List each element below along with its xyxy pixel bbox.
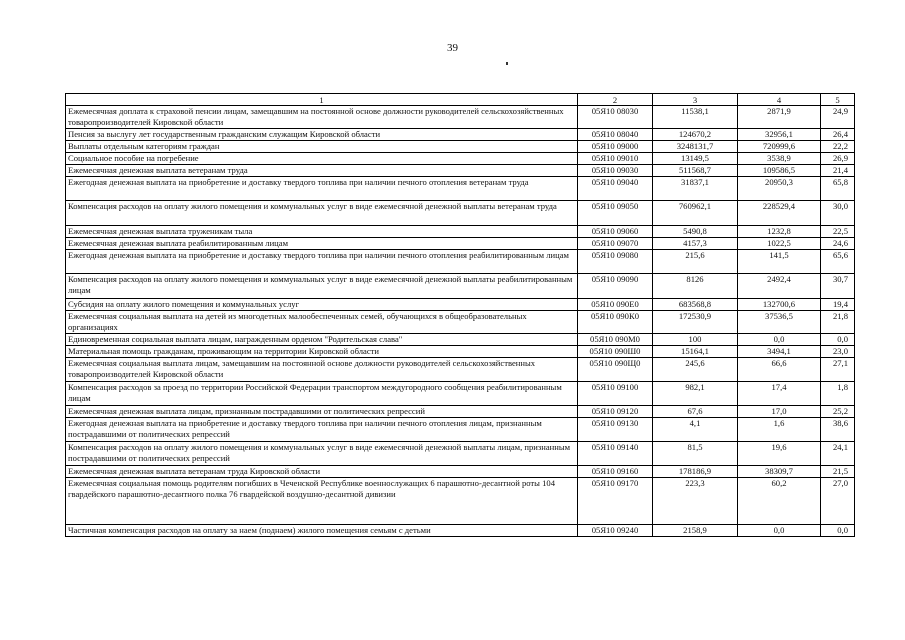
row-code: 05Я10 090М0 <box>578 334 653 346</box>
row-percent: 0,0 <box>821 525 855 537</box>
row-code: 05Я10 09030 <box>578 165 653 177</box>
row-plan: 172530,9 <box>653 311 738 334</box>
row-percent: 25,2 <box>821 406 855 418</box>
row-code: 05Я10 090К0 <box>578 311 653 334</box>
scan-speck <box>506 62 508 65</box>
table-body <box>66 106 855 537</box>
row-actual: 132700,6 <box>738 299 821 311</box>
row-actual: 141,5 <box>738 250 821 274</box>
row-code: 05Я10 09120 <box>578 406 653 418</box>
row-percent: 24,9 <box>821 106 855 129</box>
row-actual: 228529,4 <box>738 201 821 226</box>
row-name: Частичная компенсация расходов на оплату за наем (поднаем) жилого помещения семьям с детьми <box>66 525 578 537</box>
row-code: 05Я10 09140 <box>578 442 653 466</box>
row-name: Ежегодная денежная выплата на приобретение и доставку твердого топлива при наличии печного отопления лицам, признанным пострадавшими от политических репрессий <box>66 418 578 442</box>
row-actual: 2492,4 <box>738 274 821 299</box>
row-plan: 245,6 <box>653 358 738 382</box>
header-col-5: 5 <box>821 94 855 106</box>
row-code: 05Я10 09090 <box>578 274 653 299</box>
row-plan: 124670,2 <box>653 129 738 141</box>
row-actual: 2871,9 <box>738 106 821 129</box>
table-row <box>66 382 855 406</box>
page-number: 39 <box>447 42 458 54</box>
table-row <box>66 238 855 250</box>
row-code: 05Я10 090Ш0 <box>578 346 653 358</box>
row-name: Ежемесячная доплата к страховой пенсии лицам, замещавшим на постоянной основе должности руководителей сельскохозяйственных товаропроизводителей Кировской области <box>66 106 578 129</box>
row-actual: 1,6 <box>738 418 821 442</box>
row-code: 05Я10 090Щ0 <box>578 358 653 382</box>
row-percent: 38,6 <box>821 418 855 442</box>
row-code: 05Я10 09060 <box>578 226 653 238</box>
row-percent: 26,9 <box>821 153 855 165</box>
row-plan: 4157,3 <box>653 238 738 250</box>
row-actual: 32956,1 <box>738 129 821 141</box>
row-percent: 27,1 <box>821 358 855 382</box>
row-actual: 3494,1 <box>738 346 821 358</box>
row-name: Материальная помощь гражданам, проживающим на территории Кировской области <box>66 346 578 358</box>
table-row <box>66 141 855 153</box>
row-code: 05Я10 09050 <box>578 201 653 226</box>
row-actual: 1022,5 <box>738 238 821 250</box>
row-actual: 720999,6 <box>738 141 821 153</box>
row-name: Ежемесячная социальная выплата лицам, замещавшим на постоянной основе должности руководителей сельскохозяйственных товаропроизводителей Кировской области <box>66 358 578 382</box>
table-row <box>66 106 855 129</box>
row-plan: 4,1 <box>653 418 738 442</box>
header-col-4: 4 <box>738 94 821 106</box>
row-actual: 66,6 <box>738 358 821 382</box>
row-code: 05Я10 09010 <box>578 153 653 165</box>
row-plan: 223,3 <box>653 478 738 525</box>
table-row <box>66 129 855 141</box>
table-row <box>66 274 855 299</box>
row-actual: 17,0 <box>738 406 821 418</box>
row-percent: 24,1 <box>821 442 855 466</box>
row-percent: 65,6 <box>821 250 855 274</box>
row-name: Компенсация расходов на оплату жилого помещения и коммунальных услуг в виде ежемесячной денежной выплаты реабилитированным лицам <box>66 274 578 299</box>
header-col-1: 1 <box>66 94 578 106</box>
row-plan: 81,5 <box>653 442 738 466</box>
row-actual: 60,2 <box>738 478 821 525</box>
row-name: Ежегодная денежная выплата на приобретение и доставку твердого топлива при наличии печного отопления реабилитированным лицам <box>66 250 578 274</box>
row-code: 05Я10 09240 <box>578 525 653 537</box>
row-plan: 15164,1 <box>653 346 738 358</box>
row-plan: 67,6 <box>653 406 738 418</box>
row-code: 05Я10 09080 <box>578 250 653 274</box>
row-name: Пенсия за выслугу лет государственным гражданским служащим Кировской области <box>66 129 578 141</box>
table-row <box>66 442 855 466</box>
budget-table <box>65 93 855 537</box>
row-name: Компенсация расходов за проезд по территории Российской Федерации транспортом междугородного сообщения реабилитированным лицам <box>66 382 578 406</box>
row-percent: 22,2 <box>821 141 855 153</box>
row-percent: 22,5 <box>821 226 855 238</box>
row-percent: 21,8 <box>821 311 855 334</box>
row-name: Выплаты отдельным категориям граждан <box>66 141 578 153</box>
row-code: 05Я10 09040 <box>578 177 653 201</box>
table-row <box>66 358 855 382</box>
row-name: Ежегодная денежная выплата на приобретение и доставку твердого топлива при наличии печного отопления ветеранам труда <box>66 177 578 201</box>
row-name: Ежемесячная денежная выплата реабилитированным лицам <box>66 238 578 250</box>
row-percent: 23,0 <box>821 346 855 358</box>
row-plan: 215,6 <box>653 250 738 274</box>
row-actual: 37536,5 <box>738 311 821 334</box>
table-row <box>66 250 855 274</box>
table-row <box>66 466 855 478</box>
header-col-3: 3 <box>653 94 738 106</box>
row-code: 05Я10 09170 <box>578 478 653 525</box>
row-actual: 3538,9 <box>738 153 821 165</box>
table-row <box>66 525 855 537</box>
row-percent: 0,0 <box>821 334 855 346</box>
row-plan: 8126 <box>653 274 738 299</box>
row-plan: 100 <box>653 334 738 346</box>
row-plan: 982,1 <box>653 382 738 406</box>
row-actual: 38309,7 <box>738 466 821 478</box>
table-row <box>66 226 855 238</box>
row-plan: 3248131,7 <box>653 141 738 153</box>
row-code: 05Я10 09000 <box>578 141 653 153</box>
row-percent: 21,5 <box>821 466 855 478</box>
row-percent: 26,4 <box>821 129 855 141</box>
table-row <box>66 311 855 334</box>
table-row <box>66 478 855 525</box>
row-actual: 0,0 <box>738 525 821 537</box>
row-code: 05Я10 09070 <box>578 238 653 250</box>
row-name: Компенсация расходов на оплату жилого помещения и коммунальных услуг в виде ежемесячной денежной выплаты лицам, признанным пострадавшими от политических репрессий <box>66 442 578 466</box>
row-plan: 760962,1 <box>653 201 738 226</box>
row-actual: 20950,3 <box>738 177 821 201</box>
row-percent: 21,4 <box>821 165 855 177</box>
row-name: Ежемесячная социальная выплата на детей из многодетных малообеспеченных семей, обучающихся в общеобразовательных организациях <box>66 311 578 334</box>
row-code: 05Я10 08040 <box>578 129 653 141</box>
row-name: Ежемесячная денежная выплата ветеранам труда <box>66 165 578 177</box>
table-row <box>66 418 855 442</box>
row-code: 05Я10 09100 <box>578 382 653 406</box>
row-percent: 65,8 <box>821 177 855 201</box>
table-row <box>66 177 855 201</box>
row-plan: 13149,5 <box>653 153 738 165</box>
row-plan: 178186,9 <box>653 466 738 478</box>
row-actual: 0,0 <box>738 334 821 346</box>
row-plan: 683568,8 <box>653 299 738 311</box>
row-code: 05Я10 09130 <box>578 418 653 442</box>
row-percent: 24,6 <box>821 238 855 250</box>
row-percent: 27,0 <box>821 478 855 525</box>
row-plan: 2158,9 <box>653 525 738 537</box>
row-code: 05Я10 09160 <box>578 466 653 478</box>
row-plan: 5490,8 <box>653 226 738 238</box>
row-percent: 1,8 <box>821 382 855 406</box>
header-col-2: 2 <box>578 94 653 106</box>
row-name: Ежемесячная денежная выплата труженикам тыла <box>66 226 578 238</box>
row-name: Компенсация расходов на оплату жилого помещения и коммунальных услуг в виде ежемесячной денежной выплаты ветеранам труда <box>66 201 578 226</box>
table-row <box>66 346 855 358</box>
row-name: Ежемесячная социальная помощь родителям погибших в Чеченской Республике военнослужащих 6 парашютно-десантной роты 104 гвардейского парашютно-десантного полка 76 гвардейской воздушно-десантной дивизии <box>66 478 578 525</box>
table-row <box>66 299 855 311</box>
row-code: 05Я10 090Е0 <box>578 299 653 311</box>
row-actual: 17,4 <box>738 382 821 406</box>
table-header-row <box>66 94 855 106</box>
table-row <box>66 153 855 165</box>
row-name: Единовременная социальная выплата лицам, награжденным орденом "Родительская слава" <box>66 334 578 346</box>
row-name: Социальное пособие на погребение <box>66 153 578 165</box>
row-name: Ежемесячная денежная выплата лицам, признанным пострадавшими от политических репрессий <box>66 406 578 418</box>
table-row <box>66 201 855 226</box>
row-percent: 30,7 <box>821 274 855 299</box>
row-code: 05Я10 08030 <box>578 106 653 129</box>
row-plan: 11538,1 <box>653 106 738 129</box>
row-percent: 19,4 <box>821 299 855 311</box>
table-row <box>66 334 855 346</box>
table-row <box>66 406 855 418</box>
row-name: Ежемесячная денежная выплата ветеранам труда Кировской области <box>66 466 578 478</box>
row-actual: 1232,8 <box>738 226 821 238</box>
table-row <box>66 165 855 177</box>
row-percent: 30,0 <box>821 201 855 226</box>
row-actual: 109586,5 <box>738 165 821 177</box>
row-name: Субсидия на оплату жилого помещения и коммунальных услуг <box>66 299 578 311</box>
row-actual: 19,6 <box>738 442 821 466</box>
row-plan: 511568,7 <box>653 165 738 177</box>
row-plan: 31837,1 <box>653 177 738 201</box>
